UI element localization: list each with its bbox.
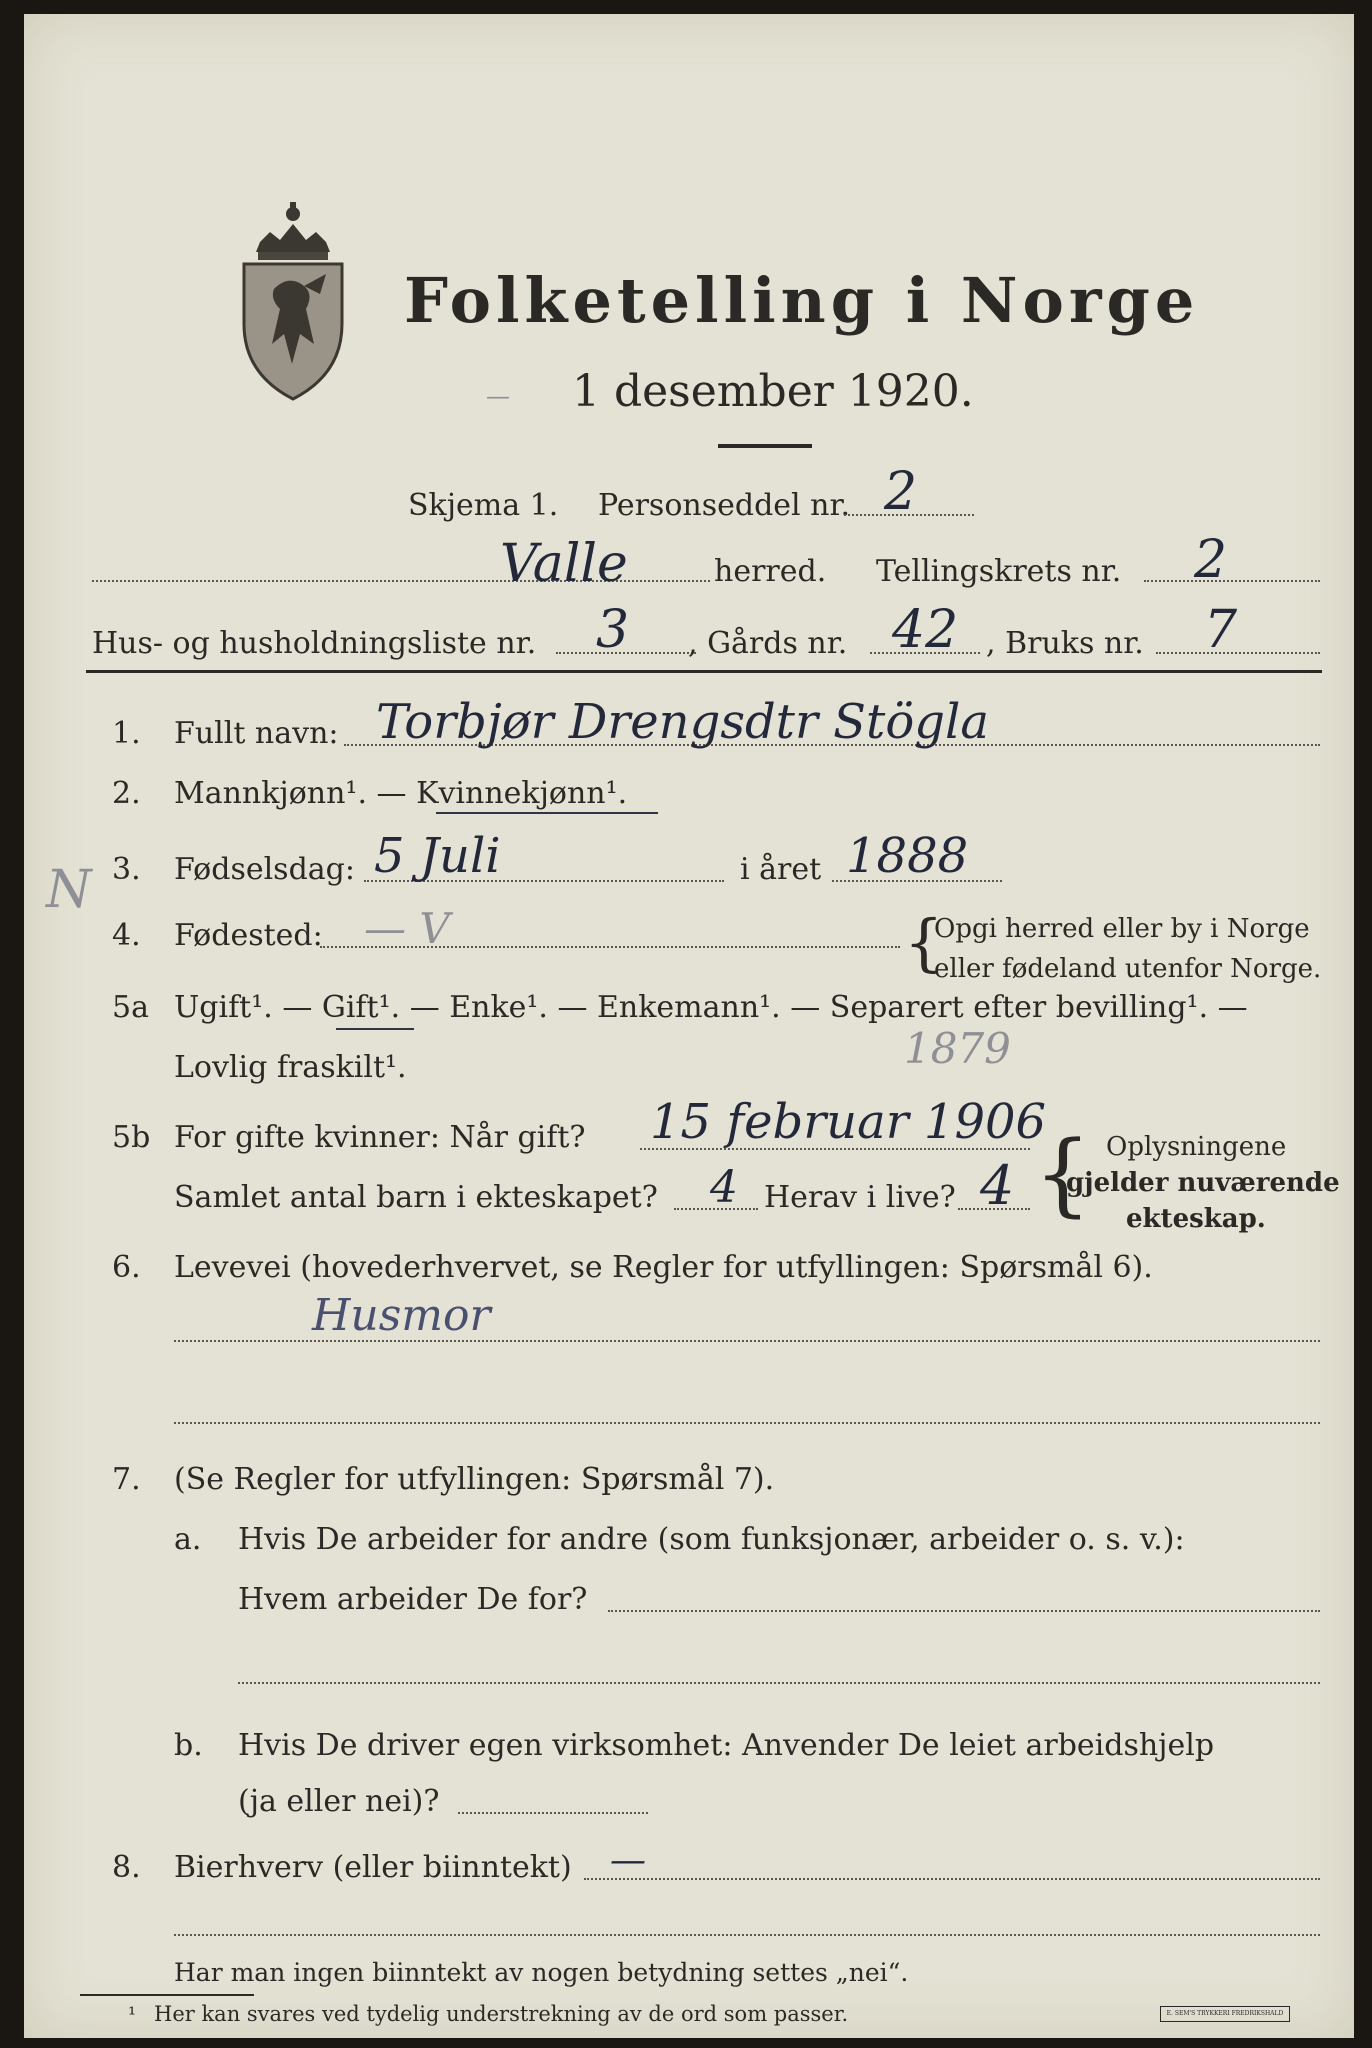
q7b-number: b.	[174, 1728, 203, 1763]
q3-value: 5 Juli	[374, 828, 501, 884]
q4-number: 4.	[112, 918, 141, 953]
q2-number: 2.	[112, 776, 141, 811]
q8-line	[584, 1878, 1320, 1880]
q5b-note-line3: ekteskap.	[1126, 1204, 1266, 1234]
q7a-number: a.	[174, 1522, 202, 1557]
personseddel-label: Personseddel nr.	[598, 488, 851, 523]
q7b-label-2: (ja eller nei)?	[238, 1784, 440, 1819]
q3-label: Fødselsdag:	[174, 852, 355, 887]
footnote-rule	[80, 1994, 254, 1996]
q8-line-2	[174, 1934, 1320, 1936]
q6-number: 6.	[112, 1250, 141, 1285]
tellingskrets-line	[1144, 580, 1320, 582]
q7a-label: Hvis De arbeider for andre (som funksjonær, arbeider o. s. v.):	[238, 1522, 1185, 1557]
tellingskrets-label: Tellingskrets nr.	[876, 554, 1122, 589]
census-date: 1 desember 1920.	[572, 366, 974, 417]
q5b-label: For gifte kvinner: Når gift?	[174, 1120, 586, 1155]
q4-value: — V	[364, 904, 450, 953]
census-form-sheet	[24, 14, 1354, 2038]
tellingskrets-value: 2	[1194, 530, 1228, 590]
q4-note-line2: eller fødeland utenfor Norge.	[934, 954, 1322, 984]
hus-value: 3	[596, 600, 630, 660]
herred-label: herred.	[714, 554, 827, 589]
header-rule	[86, 670, 1322, 673]
form-title: Folketelling i Norge	[404, 264, 1200, 337]
herred-value: Valle	[500, 534, 628, 594]
hus-label: Hus- og husholdningsliste nr.	[92, 626, 537, 661]
q1-value: Torbjør Drengsdtr Stögla	[376, 694, 989, 750]
q7b-line	[458, 1812, 648, 1814]
q5b-note-line1: Oplysningene	[1106, 1132, 1287, 1162]
q5b-alive-value: 4	[980, 1154, 1015, 1217]
bruks-value: 7	[1204, 600, 1238, 660]
q5a-underline-gift	[336, 1028, 414, 1030]
q7-label: (Se Regler for utfyllingen: Spørsmål 7).	[174, 1462, 775, 1497]
q7a-line-2	[238, 1682, 1320, 1684]
q5a-label-2: Lovlig fraskilt¹.	[174, 1050, 407, 1085]
q3-number: 3.	[112, 852, 141, 887]
q5b-value: 15 februar 1906	[650, 1094, 1047, 1150]
q5a-number: 5a	[112, 990, 149, 1025]
q7a-label-2: Hvem arbeider De for?	[238, 1582, 588, 1617]
q6-line-2	[174, 1422, 1320, 1424]
q2-label: Mannkjønn¹. — Kvinnekjønn¹.	[174, 776, 628, 811]
coat-of-arms-icon	[234, 194, 352, 404]
q7a-line-1	[608, 1610, 1320, 1612]
q5b-number: 5b	[112, 1120, 151, 1155]
q5b-note-line2: gjelder nuværende	[1066, 1168, 1340, 1198]
q5b-children-value: 4	[710, 1162, 738, 1213]
personseddel-value: 2	[884, 462, 918, 522]
footnote-text: Her kan svares ved tydelig understrekning av de ord som passer.	[154, 2002, 849, 2026]
q6-label: Levevei (hovederhvervet, se Regler for utfyllingen: Spørsmål 6).	[174, 1250, 1153, 1285]
gards-label: , Gårds nr.	[688, 626, 848, 661]
q1-label: Fullt navn:	[174, 716, 339, 751]
q7b-label: Hvis De driver egen virksomhet: Anvender De leiet arbeidshjelp	[238, 1728, 1215, 1763]
q4-label: Fødested:	[174, 918, 323, 953]
q1-number: 1.	[112, 716, 141, 751]
q5a-label: Ugift¹. — Gift¹. — Enke¹. — Enkemann¹. — Separert efter bevilling¹. —	[174, 990, 1248, 1025]
q6-value: Husmor	[312, 1290, 491, 1341]
q8-number: 8.	[112, 1850, 141, 1885]
q2-underline-kvinnekjonn	[436, 812, 658, 814]
q8-label: Bierhverv (eller biinntekt)	[174, 1850, 572, 1885]
q3-year-label: i året	[740, 852, 822, 887]
q6-line-1	[174, 1340, 1320, 1342]
q4-note-line1: Opgi herred eller by i Norge	[934, 914, 1310, 944]
pencil-dash-mark: —	[486, 382, 510, 410]
q5b-brace: {	[1034, 1122, 1092, 1227]
skjema-label: Skjema 1.	[408, 488, 559, 523]
q5a-pencil-note: 1879	[904, 1024, 1011, 1073]
footnote-mark: ¹	[128, 2002, 137, 2026]
q8-note: Har man ingen biinntekt av nogen betydning settes „nei“.	[174, 1958, 909, 1987]
title-rule	[718, 444, 812, 448]
q3-margin-mark: N	[46, 860, 92, 920]
q3-year-value: 1888	[846, 828, 969, 884]
q7-number: 7.	[112, 1462, 141, 1497]
bruks-label: , Bruks nr.	[986, 626, 1144, 661]
printer-stamp: E. SEM'S TRYKKERI FREDRIKSHALD	[1160, 2006, 1290, 2022]
gards-value: 42	[892, 600, 959, 660]
q5b-alive-label: Herav i live?	[764, 1180, 956, 1215]
q5b-children-label: Samlet antal barn i ekteskapet?	[174, 1180, 658, 1215]
q4-brace: {	[904, 906, 944, 979]
bruks-line	[1156, 652, 1320, 654]
q8-value: —	[610, 1840, 646, 1881]
